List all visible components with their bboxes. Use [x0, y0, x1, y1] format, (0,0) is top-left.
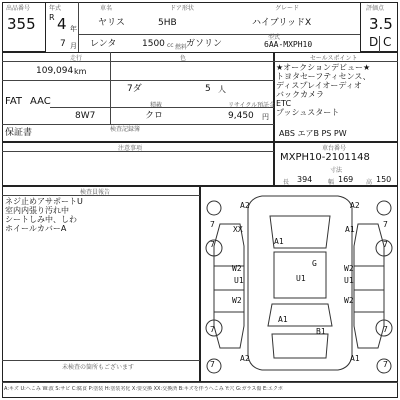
- year-label: 年式: [49, 5, 62, 12]
- damage-label: U1: [296, 274, 306, 283]
- car-name: ヤリス: [98, 18, 125, 28]
- height-label: 高: [366, 179, 373, 186]
- year-unit: 年: [70, 25, 77, 33]
- displacement: 1500: [142, 39, 165, 49]
- tread-number: 7: [210, 325, 215, 334]
- color-number: 8W7: [75, 111, 96, 121]
- transmission: FAT: [5, 96, 23, 107]
- tread-number: 7: [383, 325, 388, 334]
- door-label: ドア形状: [170, 5, 194, 12]
- equipment: ABS エアB PS PW: [279, 129, 347, 138]
- purpose: レンタ: [90, 39, 117, 49]
- inner-color: クロ: [145, 111, 164, 121]
- damage-label: W2: [344, 296, 354, 305]
- inspector-note-2: 室内内張り汚れ中: [5, 206, 69, 215]
- sales-point-6: プッシュスタート: [276, 108, 340, 117]
- inspector-bottom-label: 未検査の箇所もございます: [62, 364, 135, 371]
- damage-label: W2: [232, 264, 242, 273]
- sales-point-4: バックカメラ: [276, 90, 324, 99]
- width-label: 幅: [328, 179, 335, 186]
- seats-unit: 人: [218, 85, 226, 94]
- damage-label: U1: [344, 276, 354, 285]
- inspector-label: 検査員報告: [80, 189, 111, 196]
- recycle-unit: 円: [262, 113, 269, 121]
- color-code: 7ダ: [127, 84, 142, 94]
- damage-label: A1: [345, 225, 355, 234]
- damage-label: A2: [240, 354, 250, 363]
- tread-number: 7: [383, 220, 388, 229]
- damage-label: A2: [240, 201, 250, 210]
- inspector-note-3: シートしみ中、しわ: [5, 215, 77, 224]
- seats: 5: [205, 84, 211, 94]
- model-code: 6AA-MXPH10: [264, 40, 313, 49]
- year-value: 4: [57, 15, 67, 33]
- ac: AAC: [30, 96, 51, 107]
- car-diagram: [200, 186, 398, 382]
- size-label: 寸法: [330, 167, 343, 174]
- grade-label: グレード: [275, 5, 300, 12]
- inspector-note-4: ホイールカバーA: [5, 224, 67, 233]
- warranty: 保証書: [5, 128, 33, 138]
- recycle-fee: 9,450: [228, 111, 254, 121]
- damage-label: A1: [274, 237, 284, 246]
- tread-number: 7: [383, 360, 388, 369]
- door-type: 5HB: [158, 18, 177, 28]
- interior-grade: D: [369, 35, 379, 49]
- fuel: ガソリン: [186, 39, 223, 49]
- lot-number-label: 出品番号: [6, 5, 31, 12]
- era-label: R: [49, 13, 55, 22]
- note-label: 注意事項: [118, 145, 143, 152]
- recycle-label: リサイクル預託金: [228, 102, 276, 109]
- tread-number: 7: [210, 240, 215, 249]
- mileage: 109,094: [36, 66, 74, 76]
- lot-number: 355: [7, 15, 36, 33]
- score: 3.5: [369, 15, 393, 33]
- width: 169: [338, 175, 354, 184]
- length: 394: [297, 175, 313, 184]
- load-label: 積載: [150, 102, 163, 109]
- displacement-unit: cc: [167, 42, 174, 49]
- length-label: 長: [283, 179, 290, 186]
- score-label: 評価点: [366, 5, 385, 12]
- footer-legend: A:キズ U:へこみ W:波 S:サビ C:腐食 P:塗装 H:塗装劣化 X:要交換 XX:交換済 B:キズを伴うへこみ Y:穴 G:ガラス傷 E:エクボ: [4, 386, 283, 392]
- month-value: 7: [60, 39, 66, 49]
- tread-number: 7: [210, 360, 215, 369]
- damage-label: A1: [350, 354, 360, 363]
- sales-point-1: ★オークションデビュー★: [276, 63, 371, 72]
- mileage-unit: km: [74, 67, 87, 76]
- model-label: 型式: [268, 34, 281, 41]
- color-label: 色: [180, 55, 187, 62]
- damage-label: B1: [316, 327, 326, 336]
- damage-label: G: [312, 259, 317, 268]
- height: 150: [376, 175, 392, 184]
- sales-point-5: ETC: [276, 99, 292, 108]
- damage-label: A2: [350, 201, 360, 210]
- tread-number: 7: [383, 240, 388, 249]
- damage-label: W2: [344, 264, 354, 273]
- exterior-grade: C: [383, 35, 392, 49]
- fuel-label: 燃料: [175, 44, 188, 51]
- damage-label: XX: [233, 225, 243, 234]
- mileage-label: 走行: [70, 55, 83, 62]
- chassis-label: 車台番号: [322, 145, 347, 152]
- damage-label: A1: [278, 315, 288, 324]
- chassis-number: MXPH10-2101148: [280, 152, 370, 163]
- car-name-label: 車名: [100, 5, 113, 12]
- sales-point-3: ディスプレイオーディオ: [276, 81, 362, 90]
- damage-label: U1: [234, 276, 244, 285]
- tread-number: 7: [210, 220, 215, 229]
- damage-label: W2: [232, 296, 242, 305]
- grade: ハイブリッドX: [252, 18, 312, 28]
- sales-points-label: セールスポイント: [310, 55, 358, 62]
- maint-label: 検査記録簿: [110, 126, 141, 133]
- inspector-note-1: ネジ止めアサポートU: [5, 197, 83, 206]
- month-unit: 月: [70, 42, 77, 50]
- sales-point-2: トヨタセーフティセンス、: [276, 72, 371, 81]
